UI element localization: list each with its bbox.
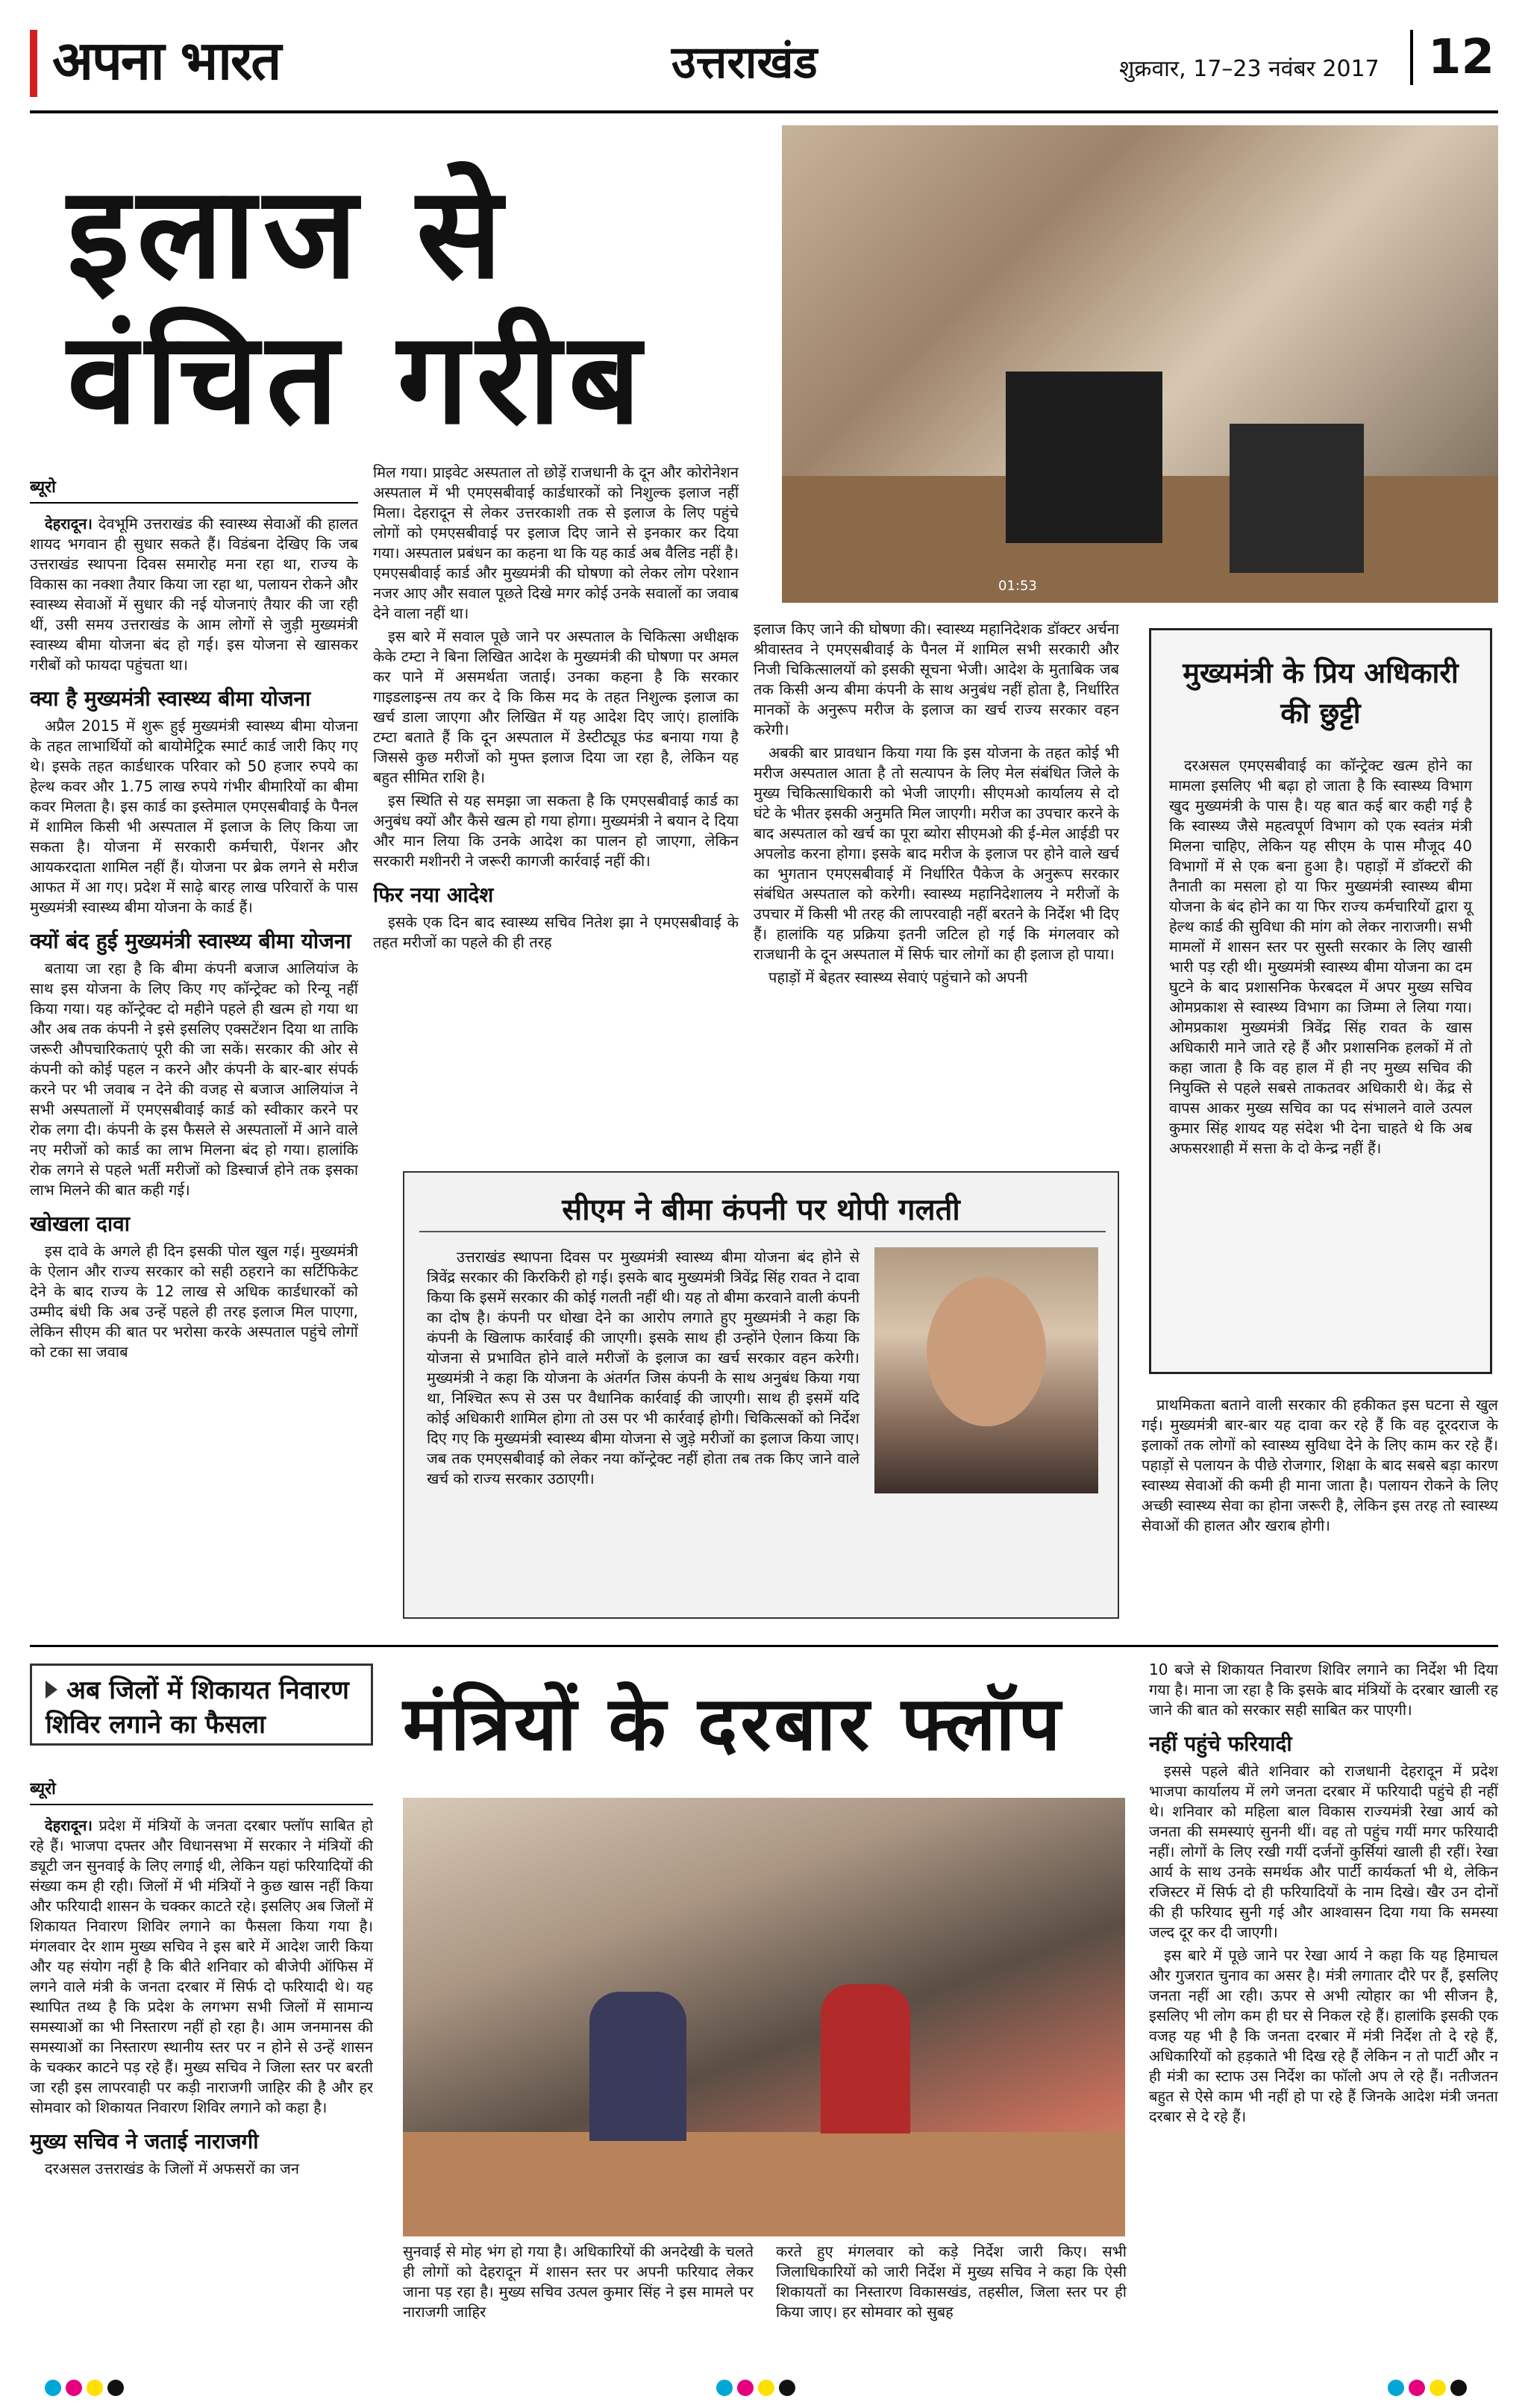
- byline: ब्यूरो: [30, 1780, 56, 1799]
- story1-headline: [67, 160, 783, 451]
- registration-dot: [1430, 2380, 1446, 2396]
- subheading: खोखला दावा: [30, 1211, 130, 1236]
- story1-column-3: [754, 619, 1119, 1156]
- dateline: देहरादून।: [45, 1816, 93, 1834]
- registration-dot: [1450, 2380, 1467, 2396]
- story2-paragraph: दरअसल उत्तराखंड के जिलों में अफसरों का जन: [45, 2160, 300, 2177]
- hospital-counter-photo: [782, 125, 1498, 603]
- story2-paragraph: करते हुए मंगलवार को कड़े निर्देश जारी किए। सभी जिलाधिकारियों को जारी निर्देश में मुख्य सचिव ने कहा कि ऐसी शिकायतों का निस्तारण विकासखंड, तहसील, जिला स्तर पर ही किया जाए। हर सोमवार को सुबह: [776, 2242, 1127, 2321]
- section-divider: [30, 1645, 1498, 1647]
- story1-column-1: [30, 477, 358, 1611]
- story1-paragraph: पहाड़ों में बेहतर स्वास्थ्य सेवाएं पहुंचाने को अपनी: [768, 968, 1028, 986]
- cm-quote-box: [403, 1171, 1119, 1619]
- registration-dot: [87, 2380, 103, 2396]
- photo-timestamp: 01:53: [998, 578, 1037, 594]
- story1-paragraph: इस स्थिति से यह समझा जा सकता है कि एमएसबीवाई कार्ड का अनुबंध क्यों और कैसे खत्म हो गया होगा। मुख्यमंत्री ने बयान दे दिया और मान लिया कि उनके आदेश का पालन हो जाएगा, लेकिन सरकारी मशीनरी ने जरूरी कागजी कार्रवाई नहीं की।: [373, 791, 739, 870]
- story2-paragraph: [30, 1816, 373, 2118]
- chief-minister-portrait: [874, 1247, 1098, 1493]
- registration-marks: [0, 2380, 1528, 2408]
- dateline: देहरादून।: [45, 515, 93, 533]
- logo-accent-bar: [30, 30, 37, 97]
- masthead: [0, 0, 1528, 112]
- story2-headline: मंत्रियों के दरबार फ्लॉप: [403, 1679, 1064, 1767]
- newspaper-logo: अपना भारत: [52, 28, 281, 92]
- issue-date: शुक्रवार, 17–23 नवंबर 2017: [1119, 56, 1380, 82]
- registration-dot: [716, 2380, 733, 2396]
- registration-dot: [107, 2380, 124, 2396]
- story1-headline-line1: इलाज से: [67, 158, 510, 307]
- story1-paragraph: [30, 514, 358, 675]
- box-text: [427, 1247, 1098, 1605]
- registration-dot: [737, 2380, 754, 2396]
- story2-column-2: [403, 2242, 754, 2376]
- registration-dot: [758, 2380, 774, 2396]
- portrait-face: [927, 1277, 1046, 1426]
- box-title: सीएम ने बीमा कंपनी पर थोपी गलती: [562, 1192, 960, 1227]
- photo-person-red: [821, 1984, 910, 2133]
- story2-column-3: [776, 2242, 1127, 2376]
- box-paragraph: उत्तराखंड स्थापना दिवस पर मुख्यमंत्री स्वास्थ्य बीमा योजना बंद होने से त्रिवेंद्र सरकार की किरकिरी हो गई। इसके बाद मुख्यमंत्री त्रिवेंद्र सिंह रावत ने दावा किया कि इसमें सरकार की कोई गलती नहीं थी। यह तो बीमा करवाने वाली कंपनी का दोष है। कंपनी पर धोखा देने का आरोप लगाते हुए मुख्यमंत्री ने कहा कि कंपनी के खिलाफ कार्रवाई की जाएगी। इसके साथ ही उन्होंने ऐलान किया कि योजना से प्रभावित होने वाले मरीजों के इलाज का खर्च सरकार वहन करेगी। मुख्यमंत्री ने कहा कि योजना के अंतर्गत जिस कंपनी के साथ अनुबंध किया गया था, निश्चित रूप से उस पर वैधानिक कार्रवाई की जाएगी। साथ ही इसमें यदि कोई अधिकारी शामिल होगा तो उस पर भी कार्रवाई होगी। चिकित्सकों को निर्देश दिए गए कि मुख्यमंत्री स्वास्थ्य बीमा योजना से जुड़े मरीजों का इलाज किया जाए। जब तक एमएसबीवाई को लेकर नया कॉन्ट्रेक्ट नहीं होता तब तक किए जाने वाले खर्च को राज्य सरकार उठाएगी।: [427, 1248, 860, 1487]
- registration-dot: [66, 2380, 82, 2396]
- triangle-right-icon: [46, 1681, 57, 1699]
- story1-paragraph: इसके एक दिन बाद स्वास्थ्य सचिव नितेश झा ने एमएसबीवाई के तहत मरीजों का पहले की ही तरह: [373, 913, 739, 951]
- registration-dot: [779, 2380, 795, 2396]
- story1-paragraph: प्राथमिकता बताने वाली सरकार की हकीकत इस घटना से खुल गई। मुख्यमंत्री बार-बार यह दावा कर रहे हैं कि वह दूरदराज के इलाकों तक लोगों को स्वास्थ्य सुविधा देने के लिए काम कर रहे हैं। पहाड़ों से पलायन के पीछे रोजगार, शिक्षा के बाद सबसे बड़ा कारण स्वास्थ्य सेवाओं की कमी ही माना जाता है। पलायन रोकने के लिए अच्छी स्वास्थ्य सेवा का होना जरूरी है, लेकिन इस तरह तो स्वास्थ्य सेवाओं की हालत और खराब होगी।: [1142, 1396, 1498, 1534]
- subheading: क्यों बंद हुई मुख्यमंत्री स्वास्थ्य बीमा योजना: [30, 929, 351, 953]
- story2-paragraph: 10 बजे से शिकायत निवारण शिविर लगाने का निर्देश भी दिया गया है। माना जा रहा है कि इसके बाद मंत्रियों के दरबार खाली रह जाने की बात को सरकार सही साबित कर पाएगी।: [1149, 1661, 1498, 1719]
- story1-paragraph: बताया जा रहा है कि बीमा कंपनी बजाज आलियांज के साथ इस योजना के लिए किए गए कॉन्ट्रेक्ट को रिन्यू नहीं किया गया। यह कॉन्ट्रेक्ट दो महीने पहले ही खत्म हो गया था और अब तक कंपनी ने इसे इसलिए एक्सटेंशन दिया था ताकि जरूरी औपचारिकताएं पूरी की जा सकें। सरकार की ओर से कंपनी को कोई पहल न करने और कंपनी के बार-बार संपर्क करने पर भी जवाब न देने की वजह से बजाज आलियांज ने सभी अस्पतालों में एमएसबीवाई कार्ड को स्वीकार करने पर रोक लगा दी। कंपनी के इस फैसले से अस्पतालों में आने वाले नए मरीजों को कार्ड का लाभ मिलना बंद हो गया। हालांकि रोक लगने से पहले भर्ती मरीजों को डिस्चार्ज होने तक इसका लाभ मिलने की बात कही गई।: [30, 959, 358, 1199]
- page-number: 12: [1410, 30, 1494, 85]
- story1-paragraph: मिल गया। प्राइवेट अस्पताल तो छोड़ें राजधानी के दून और कोरोनेशन अस्पताल में भी एमएसबीवाई कार्डधारकों को निशुल्क इलाज नहीं मिला। देहरादून से लेकर उत्तरकाशी तक से इलाज के लिए पहुंचे लोगों को एमएसबीवाई पर इलाज दिए जाने से इनकार कर दिया गया। अस्पताल प्रबंधन का कहना था कि यह कार्ड अब वैलिड नहीं है। एमएसबीवाई कार्ड और मुख्यमंत्री की घोषणा को लेकर लोग परेशान नजर आए और सवाल पूछते दिखे मगर कोई उनके सवालों का जवाब देने वाला नहीं था।: [373, 463, 739, 622]
- story1-paragraph: अबकी बार प्रावधान किया गया कि इस योजना के तहत कोई भी मरीज अस्पताल आता है तो सत्यापन के लिए मेल संबंधित जिले के मुख्य चिकित्साधिकारी को भेजी जाएगी। सीएमओ कार्यालय से दो घंटे के भीतर इसकी अनुमति मिल जाएगी। मरीज का उपचार करने के बाद अस्पताल को खर्च का पूरा ब्योरा सीएमओ की ई-मेल आईडी पर अपलोड करना होगा। इसके बाद मरीज के इलाज पर होने वाले खर्च का भुगतान एमएसबीवाई में निर्धारित पैकेज के अनुरूप सरकार संबंधित अस्पताल को करेगी। स्वास्थ्य महानिदेशालय ने मरीजों के उपचार में किसी भी तरह की लापरवाही नहीं बरतने के निर्देश भी दिए हैं। हालांकि यह प्रक्रिया इतनी जटिल हो गई कि मंगलवार को राजधानी के दून अस्पताल में सिर्फ चार लोगों का ही इलाज हो पाया।: [754, 744, 1119, 963]
- subheading: क्या है मुख्यमंत्री स्वास्थ्य बीमा योजना: [30, 686, 311, 711]
- janata-darbar-photo: [403, 1798, 1125, 2236]
- subheading: फिर नया आदेश: [373, 882, 494, 907]
- story2-paragraph: इससे पहले बीते शनिवार को राजधानी देहरादून में प्रदेश भाजपा कार्यालय में लगे जनता दरबार में फरियादी पहुंचे ही नहीं थे। शनिवार को महिला बाल विकास राज्यमंत्री रेखा आर्य को जनता की समस्याएं सुननी थीं। वह तो पहुंच गयीं मगर फरियादी नहीं। लोगों के लिए रखी गयीं दर्जनों कुर्सियां खाली ही रहीं। रेखा आर्य के साथ उनके समर्थक और पार्टी कार्यकर्ता भी थे, लेकिन रजिस्टर में सिर्फ दो ही फरियादियों के नाम दिखे। खैर उन दोनों की ही फरियाद सुनी गई और आश्वासन दिया गया कि समस्या जल्द दूर कर दी जाएगी।: [1149, 1762, 1498, 1941]
- section-title: उत्तराखंड: [671, 37, 818, 89]
- story2-column-4: [1149, 1660, 1498, 2376]
- story2-paragraph: सुनवाई से मोह भंग हो गया है। अधिकारियों की अनदेखी के चलते ही लोगों को देहरादून में शासन स्तर पर अपनी फरियाद लेकर जाना पड़ रहा है। मुख्य सचिव उत्पल कुमार सिंह ने इस मामले पर नाराजगी जाहिर: [403, 2242, 754, 2321]
- paragraph-text: प्रदेश में मंत्रियों के जनता दरबार फ्लॉप साबित हो रहे हैं। भाजपा दफ्तर और विधानसभा में सरकार ने मंत्रियों की ड्यूटी जन सुनवाई के लिए लगाई थी, लेकिन यहां फरियादियों की संख्या कम ही रही। जिलों में भी मंत्रियों ने कुछ खास नहीं किया और फरियादी शासन के चक्कर काटते रहे। इसलिए अब जिलों में शिकायत निवारण शिविर लगाने का फैसला किया गया है। मंगलवार देर शाम मुख्य सचिव ने इस बारे में आदेश जारी किया और यह संयोग नहीं है कि बीते शनिवार को बीजेपी ऑफिस में लगने वाले मंत्री के जनता दरबार में सिर्फ दो फरियादी थे। यह स्थापित तथ्य है कि प्रदेश के लगभग सभी जिलों में सामान्य समस्याओं का भी निस्तारण नहीं हो रहा है। आम जनमानस की समस्याओं का निस्तारण स्थानीय स्तर पर न होने से उन्हें शासन के चक्कर काटने पड़ रहे हैं। मुख्य सचिव ने जिला स्तर पर बरती जा रही इस लापरवाही पर कड़ी नाराजगी जाहिर की है और हर सोमवार को शिकायत निवारण शिविर लगाने को कहा है।: [30, 1816, 373, 2116]
- story1-paragraph: अप्रैल 2015 में शुरू हुई मुख्यमंत्री स्वास्थ्य बीमा योजना के तहत लाभार्थियों को बायोमेट्रिक स्मार्ट कार्ड जारी किए गए थे। इसके तहत कार्डधारक परिवार को 50 हजार रुपये का हेल्थ कवर और 1.75 लाख रुपये गंभीर बीमारियों का बीमा कवर मिलता है। इस कार्ड का इस्तेमाल एमएसबीवाई के पैनल में शामिल किसी भी अस्पताल में इलाज के लिए किया जा सकता है। योजना में सरकारी कर्मचारी, पेंशनर और आयकरदाता शामिल नहीं हैं। योजना पर ब्रेक लगने से मरीज आफत में आ गए। प्रदेश में साढ़े बारह लाख परिवारों के पास मुख्यमंत्री स्वास्थ्य बीमा योजना के कार्ड हैं।: [30, 717, 358, 916]
- story1-column-4-tail: [1142, 1395, 1498, 1619]
- photo-monitor: [1006, 371, 1162, 543]
- story1-paragraph: इस दावे के अगले ही दिन इसकी पोल खुल गई। मुख्यमंत्री के ऐलान और राज्य सरकार को सही ठहराने का सर्टिफिकेट देने के बाद राज्य के 12 लाख से अधिक कार्डधारकों को उम्मीद बंधी कि अब उन्हें पहले ही तरह इलाज मिल पाएगा, लेकिन सीएम की बात पर भरोसा करके अस्पताल पहुंचे लोगों को टका सा जवाब: [30, 1242, 358, 1361]
- story2-kicker-box: [30, 1664, 373, 1746]
- sidebar-title: मुख्यमंत्री के प्रिय अधिकारी की छुट्टी: [1183, 656, 1459, 730]
- story1-column-2: [373, 463, 739, 1156]
- paragraph-text: देवभूमि उत्तराखंड की स्वास्थ्य सेवाओं की हालत शायद भगवान ही सुधार सकते हैं। विडंबना देखिए कि जब उत्तराखंड स्थापना दिवस समारोह मना रहा था, राज्य के विकास का नक्शा तैयार किया जा रहा था, पलायन रोकने और स्वास्थ्य सेवाओं में सुधार की नई योजनाएं तैयार की जा रही थीं, उसी समय उत्तराखंड के आम लोगों से जुड़ी मुख्यमंत्री स्वास्थ्य बीमा योजना बंद हो गई। इस योजना से खासकर गरीबों को फायदा पहुंचता था।: [30, 515, 358, 674]
- registration-dot: [1388, 2380, 1404, 2396]
- sidebar-text: [1169, 756, 1472, 1158]
- story1-paragraph: इस बारे में सवाल पूछे जाने पर अस्पताल के चिकित्सा अधीक्षक केके टम्टा ने बिना लिखित आदेश के मुख्यमंत्री की घोषणा पर अमल कर पाने में असमर्थता जताई। उनका कहना है कि सरकार गाइडलाइन्स तय कर दे कि किस मद के तहत निशुल्क इलाज का खर्च डाला जाएगा और लिखित में यह आदेश दिए जाएं। हालांकि टम्टा बताते हैं कि दून अस्पताल में डेस्टीट्यूड फंड बनाया गया है जिससे कुछ मरीजों को मुफ्त इलाज दिया जा रहा है, लेकिन यह बहुत सीमित राशि है।: [373, 627, 739, 786]
- box-rule: [419, 1231, 1106, 1232]
- photo-table: [403, 2132, 1125, 2236]
- subheading: मुख्य सचिव ने जताई नाराजगी: [30, 2129, 259, 2154]
- story1-paragraph: इलाज किए जाने की घोषणा की। स्वास्थ्य महानिदेशक डॉक्टर अर्चना श्रीवास्तव ने एमएसबीवाई के पैनल में शामिल सभी सरकारी और निजी चिकित्सालयों को इसकी सूचना भेजी। आदेश के मुताबिक जब तक किसी अन्य बीमा कंपनी के साथ अनुबंध नहीं होता है, निर्धारित मानकों के अनुरूप मरीज के इलाज का खर्च राज्य सरकार वहन करेगी।: [754, 620, 1119, 739]
- sidebar-paragraph: दरअसल एमएसबीवाई का कॉन्ट्रेक्ट खत्म होने का मामला इसलिए भी बढ़ा हो जाता है कि स्वास्थ्य विभाग खुद मुख्यमंत्री के पास है। यह बात कई बार कही गई है कि स्वास्थ्य जैसे महत्वपूर्ण विभाग को एक स्वतंत्र मंत्री मिलना चाहिए, लेकिन यह सीएम के पास मौजूद 40 विभागों में से एक बना हुआ है। पहाड़ों में डॉक्टरों की तैनाती का मसला हो या फिर मुख्यमंत्री स्वास्थ्य बीमा योजना के बंद होने का या फिर राज्य कर्मचारियों द्वारा यू हेल्थ कार्ड की सुविधा की मांग को लेकर नाराजगी। सभी मामलों में शासन स्तर पर सुस्ती सरकार के लिए खासी भारी पड़ रही थी। मुख्यमंत्री स्वास्थ्य बीमा योजना का दम घुटने के बाद प्रशासनिक फेरबदल में अपर मुख्य सचिव ओमप्रकाश से स्वास्थ्य विभाग का जिम्मा ले लिया गया। ओमप्रकाश मुख्यमंत्री त्रिवेंद्र सिंह रावत के खास अधिकारी माने जाते रहे हैं और प्रशासनिक हलकों में तो कहा जाता है कि वह हाल में ही नए मुख्य सचिव की नियुक्ति से पहले सबसे ताकतवर अधिकारी थे। केंद्र से वापस आकर मुख्य सचिव का पद संभालने वाले उत्पल कुमार सिंह शायद यह संदेश भी देना चाहते थे कि अब अफसरशाही में सत्ता के दो केन्द्र नहीं हैं।: [1169, 756, 1472, 1157]
- registration-dot: [45, 2380, 61, 2396]
- photo-person-dark: [589, 1992, 686, 2141]
- sidebar-box: [1149, 628, 1492, 1374]
- byline-rule: [30, 1804, 373, 1805]
- byline: ब्यूरो: [30, 478, 56, 497]
- subheading: नहीं पहुंचे फरियादी: [1149, 1731, 1292, 1756]
- byline-rule: [30, 502, 358, 504]
- story2-paragraph: इस बारे में पूछे जाने पर रेखा आर्य ने कहा कि यह हिमाचल और गुजरात चुनाव का असर है। मंत्री लगातार दौरे पर हैं, इसलिए जनता नहीं आ रही। ऊपर से अभी त्योहार का भी सीजन है, इसलिए भी लोग कम ही घर से निकल रहे हैं। हालांकि इसकी एक वजह यह भी है कि जनता दरबार में मंत्री निर्देश तो दे रहे हैं, अधिकारियों को हड़काते भी दिख रहे हैं लेकिन न तो पार्टी और न ही मंत्री का स्टाफ उस निर्देश का फॉलो अप ले रहे हैं। नतीजतन बहुत से ऐसे काम भी नहीं हो पा रहे हैं जिनके आदेश मंत्री जनता दरबार से दे रहे हैं।: [1149, 1946, 1498, 2125]
- photo-monitor-2: [1230, 424, 1364, 573]
- story2-column-1: [30, 1779, 373, 2376]
- kicker-text: अब जिलों में शिकायत निवारण शिविर लगाने का फैसला: [46, 1675, 349, 1740]
- top-rule: [30, 110, 1498, 113]
- registration-dot: [1409, 2380, 1425, 2396]
- story1-headline-line2: वंचित गरीब: [67, 304, 648, 453]
